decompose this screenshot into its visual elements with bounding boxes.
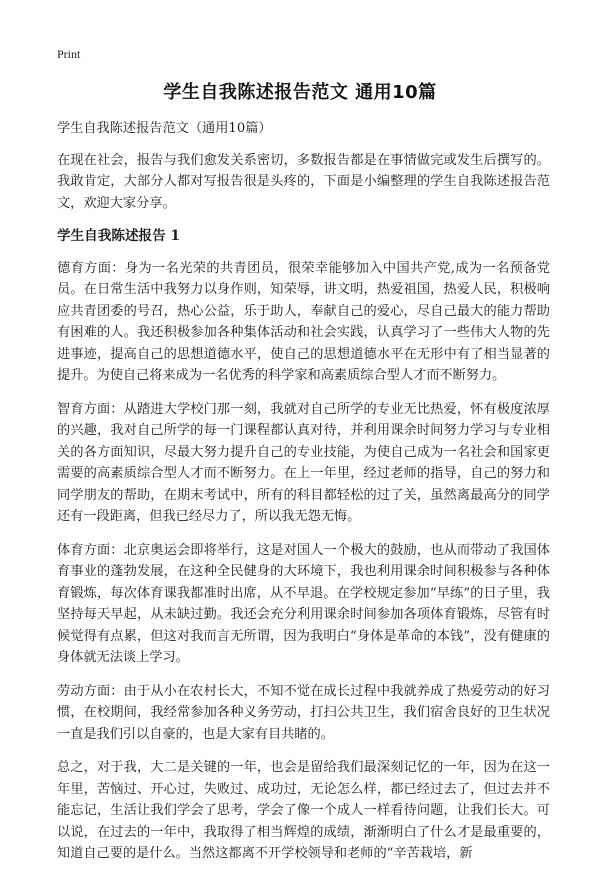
paragraph-intellectual: 智育方面：从踏进大学校门那一刻，我就对自己所学的专业无比热爱，怀有极度浓厚的兴趣，我对自己所学的每一门课程都认真对待，并利用课余时间努力学习与专业相关的各方面知识，尽最大努力提升自己的专业技能，为使自己成为一名社会和国家更需要的高素质综合型人才而不断努力。在上一年里，经过老师的指导，自己的努力和同学朋友的帮助，在期末考试中，所有的科目都轻松的过了关，虽然离最高分的同学还有一段距离，但我已经尽力了，所以我无怨无悔。: [57, 401, 550, 524]
paragraph-summary: 总之，对于我，大二是关键的一年，也会是留给我们最深刻记忆的一年，因为在这一年里，苦恼过、开心过，失败过、成功过，无论怎么样，都已经过去了，但过去并不能忘记，生活让我们学会了思考，学会了像一个成人一样看待问题，让我们长大。可以说，在过去的一年中，我取得了相当辉煌的成绩，渐渐明白了什么才是最重要的，知道自己要的是什么。当然这都离不开学校领导和老师的“辛苦栽培，新: [57, 760, 550, 861]
document-body: [57, 118, 550, 877]
document-subtitle: 学生自我陈述报告范文（通用10篇）: [57, 121, 272, 136]
intro-paragraph: 在现在社会，报告与我们愈发关系密切，多数报告都是在事情做完或发生后撰写的。我敢肯定，大部分人都对写报告很是头疼的，下面是小编整理的学生自我陈述报告范文，欢迎大家分享。: [57, 152, 550, 211]
paragraph-moral: 德育方面：身为一名光荣的共青团员，很荣幸能够加入中国共产党,成为一名预备党员。在日常生活中我努力以身作则，知荣辱，讲文明，热爱祖国，热爱人民，积极响应共青团委的号召，热心公益，乐于助人，奉献自己的爱心，尽自己最大的能力帮助有困难的人。我还积极参加各种集体活动和社会实践，认真学习了一些伟大人物的先进事迹，提高自己的思想道德水平，使自己的思想道德水平在无形中有了相当显著的提升。为使自己将来成为一名优秀的科学家和高素质综合型人才而不断努力。: [57, 260, 550, 383]
print-link[interactable]: Print: [57, 47, 81, 61]
paragraph-physical: 体育方面：北京奥运会即将举行，这是对国人一个极大的鼓励，也从而带动了我国体育事业的蓬勃发展，在这种全民健身的大环境下，我也利用课余时间积极参与各种体育锻炼，每次体育课我都准时出席，从不早退。在学校规定参加“早练”的日子里，我坚持每天早起，从未缺过勤。我还会充分利用课余时间参加各项体育锻炼，尽管有时候觉得有点累，但这对我而言无所谓，因为我明白“身体是革命的本钱”，没有健康的身体就无法谈上学习。: [57, 542, 550, 665]
section-heading: 学生自我陈述报告 1: [57, 228, 180, 244]
paragraph-labor: 劳动方面：由于从小在农村长大，不知不觉在成长过程中我就养成了热爱劳动的好习惯，在校期间，我经常参加各种义务劳动，打扫公共卫生，我们宿舍良好的卫生状况一直是我们引以自豪的，也是大家有目共睹的。: [57, 683, 550, 742]
page-title: 学生自我陈述报告范文 通用10篇: [163, 82, 437, 103]
